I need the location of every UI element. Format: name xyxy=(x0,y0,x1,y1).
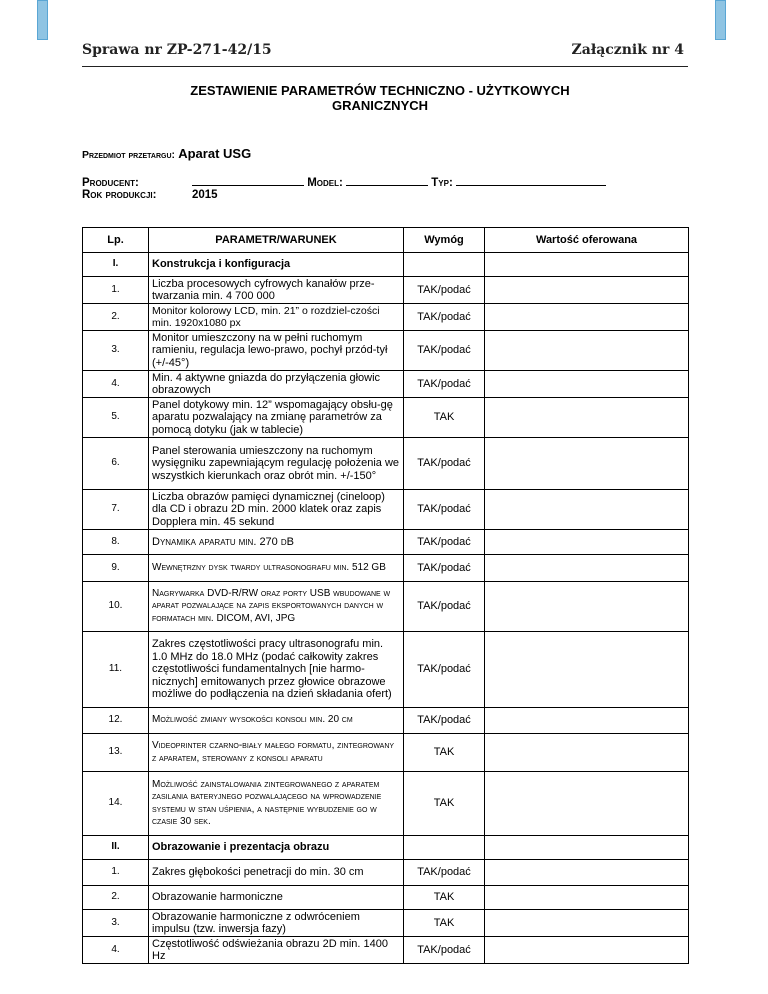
row-requirement: TAK/podać xyxy=(404,555,485,582)
model-label: Model: xyxy=(307,177,343,189)
table-row xyxy=(83,555,689,582)
offered-value-cell[interactable] xyxy=(485,734,689,772)
row-number: 3. xyxy=(83,910,149,937)
row-requirement: TAK/podać xyxy=(404,860,485,886)
section-title: Obrazowanie i prezentacja obrazu xyxy=(149,836,404,860)
row-parameter: Liczba procesowych cyfrowych kanałów prze-twarzania min. 4 700 000 xyxy=(149,277,404,304)
type-blank xyxy=(456,175,606,186)
row-number: 8. xyxy=(83,530,149,555)
offered-value-cell[interactable] xyxy=(485,304,689,331)
table-row xyxy=(83,438,689,490)
row-parameter: Monitor umieszczony na w pełni ruchomym ramieniu, regulacja lewo-prawo, pochył przód-tył (+/-45°) xyxy=(149,331,404,371)
table-row xyxy=(83,398,689,438)
producer-line xyxy=(82,175,606,189)
year-line xyxy=(82,189,218,201)
section-row xyxy=(83,836,689,860)
table-header-row xyxy=(83,228,689,253)
row-requirement: TAK xyxy=(404,734,485,772)
row-number: 11. xyxy=(83,632,149,708)
row-number: 3. xyxy=(83,331,149,371)
row-parameter: Zakres częstotliwości pracy ultrasonografu min. 1.0 MHz do 18.0 MHz (podać całkowity zakres częstotliwości fundamentalnych [nie harmo-nicznych] emitowanych przez głowice obrazowe możliwe do podłączenia na dzień składania ofert) xyxy=(149,632,404,708)
table-row xyxy=(83,530,689,555)
subject-value: Aparat USG xyxy=(178,146,252,161)
row-requirement: TAK/podać xyxy=(404,582,485,632)
row-parameter: Możliwość zmiany wysokości konsoli min. 20 cm xyxy=(149,708,404,734)
row-number: 5. xyxy=(83,398,149,438)
header-param: PARAMETR/WARUNEK xyxy=(149,228,404,253)
empty-cell xyxy=(485,253,689,277)
row-number: 6. xyxy=(83,438,149,490)
row-number: 14. xyxy=(83,772,149,836)
row-parameter: Nagrywarka DVD-R/RW oraz porty USB wbudowane w aparat pozwalające na zapis eksportowanych danych w formatach min. DICOM, AVI, JPG xyxy=(149,582,404,632)
subject-label: Przedmiot przetargu: xyxy=(82,149,176,161)
offered-value-cell[interactable] xyxy=(485,530,689,555)
offered-value-cell[interactable] xyxy=(485,371,689,398)
offered-value-cell[interactable] xyxy=(485,582,689,632)
row-number: 12. xyxy=(83,708,149,734)
header-requirement: Wymóg xyxy=(404,228,485,253)
year-value: 2015 xyxy=(192,189,218,201)
table-row xyxy=(83,277,689,304)
row-requirement: TAK xyxy=(404,772,485,836)
section-row xyxy=(83,253,689,277)
row-requirement: TAK/podać xyxy=(404,304,485,331)
row-parameter: Dynamika aparatu min. 270 dB xyxy=(149,530,404,555)
page-tab-right-decoration xyxy=(715,0,726,40)
title-line-2: GRANICZNYCH xyxy=(331,98,429,113)
row-parameter: Obrazowanie harmoniczne z odwróceniem impulsu (tzw. inwersja fazy) xyxy=(149,910,404,937)
offered-value-cell[interactable] xyxy=(485,277,689,304)
type-label: Typ: xyxy=(431,177,453,189)
row-number: 2. xyxy=(83,886,149,910)
offered-value-cell[interactable] xyxy=(485,708,689,734)
table-row xyxy=(83,490,689,530)
case-number: Sprawa nr ZP-271-42/15 xyxy=(82,42,272,58)
header-offered-value: Wartość oferowana xyxy=(485,228,689,253)
row-parameter: Obrazowanie harmoniczne xyxy=(149,886,404,910)
row-number: 1. xyxy=(83,860,149,886)
offered-value-cell[interactable] xyxy=(485,886,689,910)
table-row xyxy=(83,331,689,371)
row-parameter: Min. 4 aktywne gniazda do przyłączenia głowic obrazowych xyxy=(149,371,404,398)
row-requirement: TAK xyxy=(404,398,485,438)
parameters-table xyxy=(82,227,689,964)
empty-cell xyxy=(485,836,689,860)
row-number: 10. xyxy=(83,582,149,632)
table-row xyxy=(83,860,689,886)
offered-value-cell[interactable] xyxy=(485,555,689,582)
table-row xyxy=(83,304,689,331)
empty-cell xyxy=(404,253,485,277)
row-requirement: TAK/podać xyxy=(404,371,485,398)
row-requirement: TAK/podać xyxy=(404,530,485,555)
year-label: Rok produkcji: xyxy=(82,189,157,201)
subject-line xyxy=(82,146,251,161)
row-number: 4. xyxy=(83,371,149,398)
offered-value-cell[interactable] xyxy=(485,331,689,371)
section-number: II. xyxy=(83,836,149,860)
row-parameter: Liczba obrazów pamięci dynamicznej (cineloop) dla CD i obrazu 2D min. 2000 klatek oraz zapis Dopplera min. 45 sekund xyxy=(149,490,404,530)
table-row xyxy=(83,632,689,708)
row-parameter: Panel dotykowy min. 12” wspomagający obsłu-gę aparatu pozwalający na zmianę parametrów za pomocą dotyku (jak w tablecie) xyxy=(149,398,404,438)
row-number: 13. xyxy=(83,734,149,772)
title-line-1: ZESTAWIENIE PARAMETRÓW TECHNICZNO - UŻYTKOWYCH xyxy=(190,83,570,98)
table-row xyxy=(83,772,689,836)
offered-value-cell[interactable] xyxy=(485,937,689,964)
row-requirement: TAK xyxy=(404,886,485,910)
row-parameter: Panel sterowania umieszczony na ruchomym wysięgniku zapewniającym regulację położenia we wszystkich kierunkach oraz obrót min. +/-150° xyxy=(149,438,404,490)
row-parameter: Wewnętrzny dysk twardy ultrasonografu min. 512 GB xyxy=(149,555,404,582)
row-parameter: Videoprinter czarno-biały małego formatu, zintegrowany z aparatem, sterowany z konsoli aparatu xyxy=(149,734,404,772)
row-parameter: Zakres głębokości penetracji do min. 30 cm xyxy=(149,860,404,886)
row-requirement: TAK/podać xyxy=(404,490,485,530)
row-requirement: TAK xyxy=(404,910,485,937)
table-row xyxy=(83,910,689,937)
row-requirement: TAK/podać xyxy=(404,708,485,734)
row-parameter: Możliwość zainstalowania zintegrowanego z aparatem zasilania bateryjnego pozwalającego na wprowadzenie systemu w stan uśpienia, a następnie wybudzenie go w czasie 30 sek. xyxy=(149,772,404,836)
offered-value-cell[interactable] xyxy=(485,860,689,886)
page-tab-left-decoration xyxy=(37,0,48,40)
offered-value-cell[interactable] xyxy=(485,438,689,490)
offered-value-cell[interactable] xyxy=(485,910,689,937)
row-requirement: TAK/podać xyxy=(404,331,485,371)
section-number: I. xyxy=(83,253,149,277)
section-title: Konstrukcja i konfiguracja xyxy=(149,253,404,277)
offered-value-cell[interactable] xyxy=(485,490,689,530)
producer-blank xyxy=(192,175,304,186)
row-parameter: Monitor kolorowy LCD, min. 21” o rozdziel-czości min. 1920x1080 px xyxy=(149,304,404,331)
table-row xyxy=(83,708,689,734)
row-number: 4. xyxy=(83,937,149,964)
row-requirement: TAK/podać xyxy=(404,277,485,304)
offered-value-cell[interactable] xyxy=(485,398,689,438)
header-divider xyxy=(82,66,688,67)
row-number: 7. xyxy=(83,490,149,530)
table-row xyxy=(83,734,689,772)
row-requirement: TAK/podać xyxy=(404,438,485,490)
row-number: 2. xyxy=(83,304,149,331)
offered-value-cell[interactable] xyxy=(485,632,689,708)
document-title xyxy=(80,83,680,113)
row-requirement: TAK/podać xyxy=(404,937,485,964)
model-blank xyxy=(346,175,428,186)
row-number: 1. xyxy=(83,277,149,304)
attachment-number: Załącznik nr 4 xyxy=(571,42,684,58)
producer-label: Producent: xyxy=(82,177,139,189)
row-number: 9. xyxy=(83,555,149,582)
empty-cell xyxy=(404,836,485,860)
offered-value-cell[interactable] xyxy=(485,772,689,836)
header-lp: Lp. xyxy=(83,228,149,253)
row-requirement: TAK/podać xyxy=(404,632,485,708)
row-parameter: Częstotliwość odświeżania obrazu 2D min. 1400 Hz xyxy=(149,937,404,964)
table-row xyxy=(83,937,689,964)
table-row xyxy=(83,886,689,910)
table-row xyxy=(83,582,689,632)
table-row xyxy=(83,371,689,398)
